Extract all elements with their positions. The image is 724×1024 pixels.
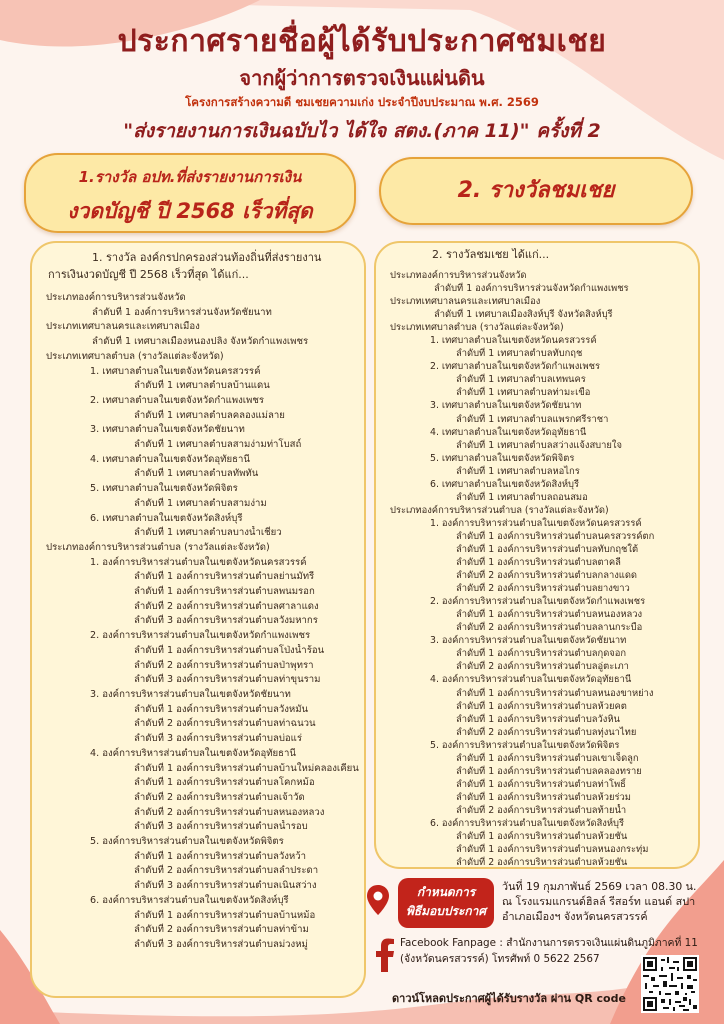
award-line: ลำดับที่ 1 องค์การบริหารส่วนตำบลย่านมัทรี bbox=[134, 571, 315, 583]
award-line: ประเภทองค์การบริหารส่วนจังหวัด bbox=[46, 292, 186, 303]
section1-intro bbox=[32, 243, 364, 285]
award-line: ลำดับที่ 3 องค์การบริหารส่วนตำบลเนินสว่าง bbox=[134, 880, 317, 892]
award-line: 6. องค์การบริหารส่วนตำบลในเขตจังหวัดสิงห์บุรี bbox=[430, 817, 625, 829]
ceremony-location: อำเภอเมืองฯ จังหวัดนครสวรรค์ bbox=[502, 910, 648, 923]
award-line: 1. เทศบาลตำบลในเขตจังหวัดนครสวรรค์ bbox=[90, 365, 261, 377]
award-line: 4. เทศบาลตำบลในเขตจังหวัดอุทัยธานี bbox=[90, 453, 250, 465]
award-line: ลำดับที่ 1 องค์การบริหารส่วนตำบลตาคลี bbox=[456, 557, 621, 569]
page-subtitle: จากผู้ว่าการตรวจเงินแผ่นดิน bbox=[239, 66, 485, 90]
award-line: ลำดับที่ 2 องค์การบริหารส่วนตำบลเจ้าวัด bbox=[134, 791, 305, 803]
award-line: ลำดับที่ 1 องค์การบริหารส่วนตำบลวังหมัน bbox=[134, 703, 309, 715]
award-line: ลำดับที่ 1 เทศบาลตำบลทับกฤช bbox=[456, 348, 583, 360]
award-line: ลำดับที่ 1 องค์การบริหารส่วนตำบลบ้านใหม่คลองเคียน bbox=[134, 762, 359, 774]
award-line: ลำดับที่ 1 เทศบาลตำบลหอไกร bbox=[456, 465, 580, 477]
award-line: ประเภทเทศบาลนครและเทศบาลเมือง bbox=[390, 296, 541, 308]
award-line: ลำดับที่ 1 เทศบาลเมืองหนองปลิง จังหวัดกำแพงเพชร bbox=[92, 336, 309, 348]
award-line: 1. เทศบาลตำบลในเขตจังหวัดนครสวรรค์ bbox=[430, 335, 597, 347]
award-line: ลำดับที่ 2 องค์การบริหารส่วนตำบลทุ่งนาไทย bbox=[456, 726, 637, 738]
award-line: 6. องค์การบริหารส่วนตำบลในเขตจังหวัดสิงห์บุรี bbox=[90, 894, 289, 906]
section1-heading-line2: งวดบัญชี ปี 2568 เร็วที่สุด bbox=[67, 199, 313, 223]
award-line: ลำดับที่ 1 องค์การบริหารส่วนตำบลวังหว้า bbox=[134, 850, 306, 862]
award-line: 5. องค์การบริหารส่วนตำบลในเขตจังหวัดพิจิตร bbox=[430, 739, 620, 751]
award-line: 3. องค์การบริหารส่วนตำบลในเขตจังหวัดชัยนาท bbox=[430, 635, 627, 647]
award-line: ลำดับที่ 2 องค์การบริหารส่วนตำบลศาลาแดง bbox=[134, 600, 319, 612]
award-line: ลำดับที่ 2 องค์การบริหารส่วนตำบลยางขาว bbox=[456, 583, 630, 595]
award-line: ลำดับที่ 1 องค์การบริหารส่วนตำบลเขาเจ็ดลูก bbox=[456, 752, 639, 764]
section2-intro: 2. รางวัลชมเชย ได้แก่... bbox=[432, 248, 550, 261]
award-line: ลำดับที่ 1 องค์การบริหารส่วนจังหวัดชัยนาท bbox=[92, 306, 272, 318]
award-line: 6. เทศบาลตำบลในเขตจังหวัดสิงห์บุรี bbox=[430, 478, 580, 490]
award-line: ลำดับที่ 1 องค์การบริหารส่วนตำบลพนมรอก bbox=[134, 586, 315, 598]
ceremony-schedule-badge bbox=[398, 878, 494, 928]
award-line: ลำดับที่ 3 องค์การบริหารส่วนตำบลบ่อแร่ bbox=[134, 733, 303, 745]
fanpage-line1[interactable]: Facebook Fanpage : สำนักงานการตรวจเงินแผ่นดินภูมิภาคที่ 11 bbox=[400, 937, 698, 949]
award-line: ลำดับที่ 1 องค์การบริหารส่วนตำบลวังหิน bbox=[456, 713, 620, 725]
award-line: ลำดับที่ 1 องค์การบริหารส่วนตำบลหนองหลวง bbox=[456, 609, 643, 621]
award-line: ลำดับที่ 3 องค์การบริหารส่วนตำบลม่วงหมู่ bbox=[134, 938, 308, 950]
award-line: ลำดับที่ 2 องค์การบริหารส่วนตำบลลานกระบือ bbox=[456, 622, 643, 634]
award-line: ลำดับที่ 1 องค์การบริหารส่วนตำบลกุดจอก bbox=[456, 648, 627, 660]
award-line: ลำดับที่ 2 องค์การบริหารส่วนตำบลป่าพุทรา bbox=[134, 659, 314, 671]
award-line: ลำดับที่ 2 องค์การบริหารส่วนตำบลท้ายน้ำ bbox=[456, 804, 627, 816]
award-line: 6. เทศบาลตำบลในเขตจังหวัดสิงห์บุรี bbox=[90, 512, 243, 524]
ceremony-details bbox=[502, 879, 696, 924]
award-line: ลำดับที่ 1 เทศบาลตำบลคลองแม่ลาย bbox=[134, 409, 285, 421]
ceremony-venue: ณ โรงแรมแกรนด์ฮิลล์ รีสอร์ท แอนด์ สปา bbox=[502, 895, 696, 908]
award-line: ลำดับที่ 1 เทศบาลตำบลถอนสมอ bbox=[456, 491, 588, 503]
qr-code[interactable] bbox=[641, 955, 699, 1013]
section1-heading bbox=[24, 153, 356, 233]
ceremony-label-line1: กำหนดการ bbox=[416, 885, 476, 899]
award-line: 2. องค์การบริหารส่วนตำบลในเขตจังหวัดกำแพงเพชร bbox=[430, 596, 646, 608]
award-line: 1. องค์การบริหารส่วนตำบลในเขตจังหวัดนครสวรรค์ bbox=[90, 556, 307, 568]
award-line: ลำดับที่ 1 เทศบาลตำบลทัพทัน bbox=[134, 468, 259, 480]
award-line: 3. องค์การบริหารส่วนตำบลในเขตจังหวัดชัยนาท bbox=[90, 688, 291, 700]
award-line: ลำดับที่ 1 เทศบาลตำบลแพรกศรีราชา bbox=[456, 413, 609, 425]
award-line: ลำดับที่ 1 องค์การบริหารส่วนตำบลห้วยชัน bbox=[456, 831, 628, 843]
award-line: ลำดับที่ 1 เทศบาลตำบลสามง่ามท่าโบสถ์ bbox=[134, 439, 302, 451]
page-title: ประกาศรายชื่อผู้ได้รับประกาศชมเชย bbox=[117, 24, 607, 59]
award-line: ลำดับที่ 2 องค์การบริหารส่วนตำบลท่าข้าม bbox=[134, 924, 309, 936]
section1-intro-line2: การเงินงวดบัญชี ปี 2568 เร็วที่สุด ได้แก่... bbox=[48, 268, 249, 281]
award-line: 4. เทศบาลตำบลในเขตจังหวัดอุทัยธานี bbox=[430, 426, 587, 438]
award-line: ลำดับที่ 1 องค์การบริหารส่วนตำบลคลองทราย bbox=[456, 765, 642, 777]
award-line: 1. องค์การบริหารส่วนตำบลในเขตจังหวัดนครสวรรค์ bbox=[430, 517, 642, 529]
section1-heading-line1: 1.รางวัล อปท.ที่ส่งรายงานการเงิน bbox=[78, 168, 302, 186]
award-line: 5. องค์การบริหารส่วนตำบลในเขตจังหวัดพิจิตร bbox=[90, 836, 284, 848]
award-line: ลำดับที่ 1 องค์การบริหารส่วนตำบลโคกหม้อ bbox=[134, 777, 315, 789]
award-line: 4. องค์การบริหารส่วนตำบลในเขตจังหวัดอุทัยธานี bbox=[430, 674, 632, 686]
award-line: ประเภทเทศบาลนครและเทศบาลเมือง bbox=[46, 321, 200, 333]
award-line: ลำดับที่ 1 เทศบาลตำบลสามง่าม bbox=[134, 497, 267, 509]
award-line: ลำดับที่ 1 องค์การบริหารส่วนตำบลห้วยร่วม bbox=[456, 791, 631, 803]
ceremony-datetime: วันที่ 19 กุมภาพันธ์ 2569 เวลา 08.30 น. bbox=[502, 880, 697, 893]
award-line: ลำดับที่ 1 เทศบาลตำบลเทพนคร bbox=[456, 374, 586, 386]
award-line: ลำดับที่ 1 เทศบาลตำบลบ้านแดน bbox=[134, 380, 270, 392]
section1-panel bbox=[30, 241, 366, 998]
award-line: ประเภทเทศบาลตำบล (รางวัลแต่ละจังหวัด) bbox=[46, 350, 224, 362]
award-line: ลำดับที่ 2 องค์การบริหารส่วนตำบลลำประดา bbox=[134, 865, 319, 877]
section2-award-list bbox=[376, 265, 698, 869]
award-line: ลำดับที่ 3 องค์การบริหารส่วนตำบลน้ำรอบ bbox=[134, 821, 308, 833]
award-line: ลำดับที่ 1 เทศบาลตำบลสว่างแจ้งสบายใจ bbox=[456, 439, 622, 451]
award-line: ลำดับที่ 2 องค์การบริหารส่วนตำบลท่าฉนวน bbox=[134, 718, 316, 730]
section1-award-list bbox=[32, 285, 364, 953]
award-line: ลำดับที่ 1 องค์การบริหารส่วนจังหวัดกำแพงเพชร bbox=[434, 283, 629, 295]
award-line: 4. องค์การบริหารส่วนตำบลในเขตจังหวัดอุทัยธานี bbox=[90, 747, 296, 759]
award-line: ลำดับที่ 1 องค์การบริหารส่วนตำบลห้วยคต bbox=[456, 700, 627, 712]
award-line: ลำดับที่ 1 องค์การบริหารส่วนตำบลนครสวรรค์ตก bbox=[456, 530, 655, 542]
facebook-icon bbox=[375, 938, 395, 972]
award-line: ประเภทองค์การบริหารส่วนตำบล (รางวัลแต่ละจังหวัด) bbox=[390, 504, 609, 516]
award-line: ประเภทองค์การบริหารส่วนตำบล (รางวัลแต่ละจังหวัด) bbox=[46, 541, 270, 553]
section1-intro-line1: 1. รางวัล องค์กรปกครองส่วนท้องถิ่นที่ส่งรายงาน bbox=[92, 251, 322, 264]
award-line: ลำดับที่ 1 องค์การบริหารส่วนตำบลท่าโพธิ์ bbox=[456, 778, 626, 790]
award-line: ลำดับที่ 1 องค์การบริหารส่วนตำบลทับกฤชใต้ bbox=[456, 543, 639, 555]
award-line: 2. องค์การบริหารส่วนตำบลในเขตจังหวัดกำแพงเพชร bbox=[90, 630, 311, 642]
award-line: 5. เทศบาลตำบลในเขตจังหวัดพิจิตร bbox=[90, 483, 238, 495]
project-name: โครงการสร้างความดี ชมเชยความเก่ง ประจำปีงบประมาณ พ.ศ. 2569 bbox=[185, 95, 539, 109]
award-line: ลำดับที่ 1 องค์การบริหารส่วนตำบลหนองกระทุ่ม bbox=[456, 844, 649, 856]
award-line: ลำดับที่ 3 องค์การบริหารส่วนตำบลท่าขุนราม bbox=[134, 674, 321, 686]
award-line: ลำดับที่ 1 องค์การบริหารส่วนตำบลบ้านหม้อ bbox=[134, 909, 316, 921]
award-line: ลำดับที่ 2 องค์การบริหารส่วนตำบลหนองหลวง bbox=[134, 806, 325, 818]
award-line: ลำดับที่ 2 องค์การบริหารส่วนตำบลอู่ตะเภา bbox=[456, 661, 629, 673]
award-line: ประเภทองค์การบริหารส่วนจังหวัด bbox=[390, 270, 527, 281]
award-line: ลำดับที่ 1 องค์การบริหารส่วนตำบลโป่งน้ำร้อน bbox=[134, 644, 325, 656]
award-line: 3. เทศบาลตำบลในเขตจังหวัดชัยนาท bbox=[90, 424, 245, 436]
ceremony-label-line2: พิธีมอบประกาศ bbox=[405, 904, 487, 918]
award-line: ลำดับที่ 2 องค์การบริหารส่วนตำบลห้วยชัน bbox=[456, 857, 628, 869]
award-line: ลำดับที่ 1 เทศบาลเมืองสิงห์บุรี จังหวัดสิงห์บุรี bbox=[434, 309, 613, 321]
section2-panel bbox=[374, 241, 700, 869]
fanpage-line2: (จังหวัดนครสวรรค์) โทรศัพท์ 0 5622 2567 bbox=[400, 953, 600, 965]
award-line: ลำดับที่ 1 องค์การบริหารส่วนตำบลหนองขาหย่าง bbox=[456, 687, 654, 699]
qr-download-text: ดาวน์โหลดประกาศผู้ได้รับรางวัล ผ่าน QR code bbox=[392, 992, 626, 1005]
section2-heading: 2. รางวัลชมเชย bbox=[379, 157, 693, 225]
award-line: ลำดับที่ 3 องค์การบริหารส่วนตำบลวังมหากร bbox=[134, 615, 318, 627]
award-line: 2. เทศบาลตำบลในเขตจังหวัดกำแพงเพชร bbox=[90, 394, 265, 406]
award-line: 3. เทศบาลตำบลในเขตจังหวัดชัยนาท bbox=[430, 400, 582, 412]
award-line: 2. เทศบาลตำบลในเขตจังหวัดกำแพงเพชร bbox=[430, 361, 601, 373]
award-line: ลำดับที่ 2 องค์การบริหารส่วนตำบลกลางแดด bbox=[456, 570, 637, 582]
award-line: ลำดับที่ 1 เทศบาลตำบลท่ามะเขือ bbox=[456, 387, 591, 399]
campaign-name: "ส่งรายงานการเงินฉบับไว ได้ใจ สตง.(ภาค 11)" ครั้งที่ 2 bbox=[123, 120, 601, 142]
award-line: ลำดับที่ 1 เทศบาลตำบลบางน้ำเชี่ยว bbox=[134, 527, 282, 539]
award-line: 5. เทศบาลตำบลในเขตจังหวัดพิจิตร bbox=[430, 452, 575, 464]
award-line: ประเภทเทศบาลตำบล (รางวัลแต่ละจังหวัด) bbox=[390, 322, 564, 334]
location-pin-icon bbox=[366, 884, 390, 916]
